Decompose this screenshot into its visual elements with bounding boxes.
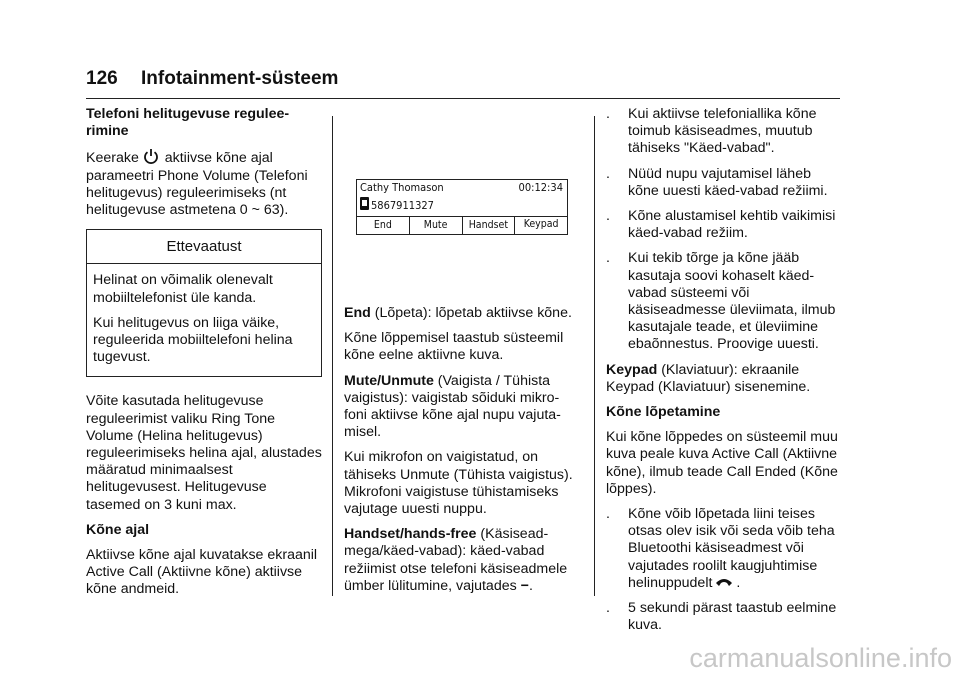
watermark: carmanualsonline.info: [689, 643, 952, 673]
column-right: [606, 106, 842, 642]
list-item: . 5 sekundi pärast taastub eelmine kuva.: [606, 600, 837, 634]
mute-description: Mute/Unmute (Vaigista / Tühista vaigistus): vaigistab sõiduki mikro-foni aktiivse kõne ajal nupu vajuta-misel.: [344, 372, 561, 441]
page-header: [86, 68, 840, 99]
section-heading-call-end: Kõne lõpetamine: [606, 404, 721, 421]
caution-box: [86, 229, 322, 377]
ringtone-paragraph: Võite kasutada helitugevuse reguleerimist valiku Ring Tone Volume (Helina helitugevus) reguleerimiseks helina ajal, alustades määratud minimaalsest helitugevusest. Helitugevuse tasemed on 3 kuni max.: [86, 393, 322, 513]
mic-muted-paragraph: Kui mikrofon on vaigistatud, on tähiseks Unmute (Tühista vaigistus). Mikrofoni vaigistuse tühistamiseks vajutage uuesti nuppu.: [344, 449, 573, 518]
caution-title: Ettevaatust: [87, 230, 321, 264]
call-timer: 00:12:34: [518, 181, 563, 194]
section-heading-during-call: Kõne ajal: [86, 521, 150, 538]
mute-softkey[interactable]: Mute: [410, 217, 463, 234]
list-item: . Kõne võib lõpetada liini teises otsas olev isik või seda võib teha Bluetoothi käsiseadmest või vajutades roolilt kaugjuhtimise helinuppudelt .: [606, 506, 835, 591]
caution-text: Kui helitugevus on liiga väike, reguleerida mobiiltelefoni helina tugevust.: [93, 314, 293, 366]
power-icon: [143, 148, 159, 164]
column-middle: [344, 305, 580, 603]
caller-name: Cathy Thomason: [360, 181, 444, 194]
page-number: 126: [86, 68, 118, 89]
list-item: . Kõne alustamisel kehtib vaikimisi käed-vabad režiim.: [606, 208, 836, 242]
caution-text: Helinat on võimalik olenevalt mobiiltelefonist üle kanda.: [93, 272, 273, 306]
end-softkey[interactable]: End: [357, 217, 410, 234]
page-title: Infotainment-süsteem: [141, 68, 339, 89]
end-description: End (Lõpeta): lõpetab aktiivse kõne.: [344, 305, 572, 321]
column-divider: [594, 116, 595, 596]
list-item: . Kui aktiivse telefoniallika kõne toimub käsiseadmes, muutub tähiseks "Käed-vabad".: [606, 106, 817, 157]
call-ended-paragraph: Kui kõne lõppedes on süsteemil muu kuva peale kuva Active Call (Aktiivne kõne), ilmub teade Call Ended (Kõne lõppes).: [606, 429, 838, 497]
handset-softkey[interactable]: Handset: [463, 217, 516, 234]
volume-paragraph: Keerake aktiivse kõne ajal parameetri Phone Volume (Telefoni helitugevus) reguleerimiseks (nt helitugevuse astmetena 0 ~ 63).: [86, 150, 308, 219]
list-item: . Kui tekib tõrge ja kõne jääb kasutaja soovi kohaselt käed-vabad süsteemi või käsiseadmesse üleviimata, ilmub kasutajale teade, et üleviimine ebaõnnestus. Proovige uuesti.: [606, 250, 836, 353]
handset-description: Handset/hands-free (Käsisead-mega/käed-vabad): käed-vabad režiimist otse telefoni käsiseadmele ümber lülitumine, vajutades −.: [344, 526, 568, 594]
section-heading-volume: Telefoni helitugevuse regulee-rimine: [86, 106, 290, 140]
active-call-paragraph: Aktiivse kõne ajal kuvatakse ekraanil Active Call (Aktiivne kõne) aktiivse kõne andmeid.: [86, 547, 318, 598]
minus-button-symbol: −: [520, 577, 529, 594]
hang-up-icon: [714, 576, 734, 588]
column-divider: [332, 116, 333, 596]
keypad-softkey[interactable]: Keypad: [523, 218, 559, 230]
active-call-screen: [356, 179, 568, 235]
list-item: . Nüüd nupu vajutamisel läheb kõne uuesti käed-vabad režiimi.: [606, 165, 828, 199]
phone-number: 5867911327: [360, 197, 434, 212]
mobile-phone-icon: [360, 197, 369, 210]
column-left: [86, 106, 322, 607]
keypad-description: Keypad (Klaviatuur): ekraanile Keypad (Klaviatuur) sisenemine.: [606, 361, 811, 395]
softkey-bar: [357, 216, 567, 234]
end-result-paragraph: Kõne lõppemisel taastub süsteemil kõne eelne aktiivne kuva.: [344, 330, 564, 364]
